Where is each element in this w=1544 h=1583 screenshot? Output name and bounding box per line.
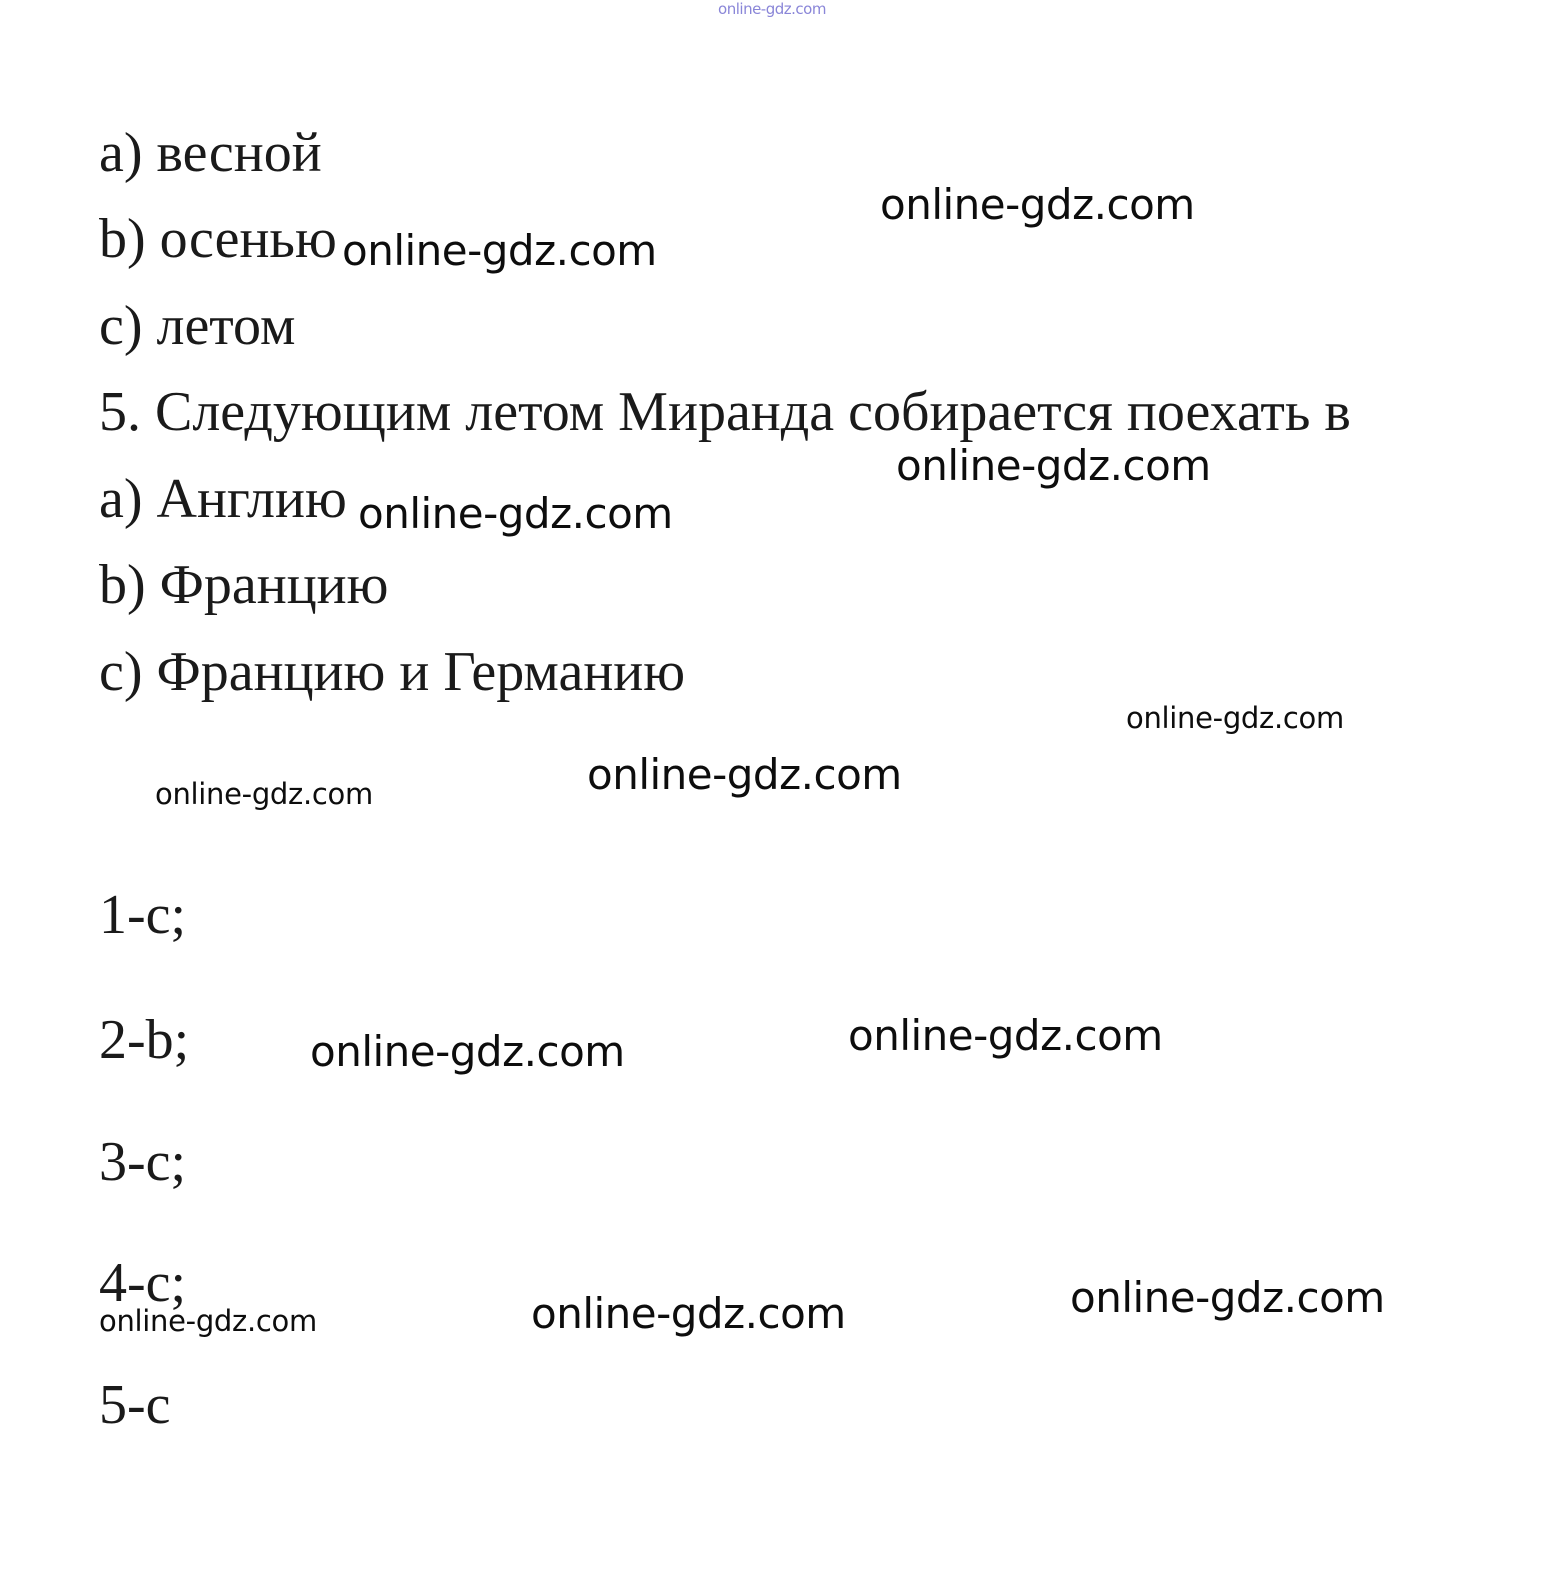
- answer-2: 2-b;: [99, 1009, 190, 1071]
- watermark: online-gdz.com: [155, 777, 373, 811]
- option-a-england: a) Англию: [99, 468, 347, 530]
- watermark: online-gdz.com: [531, 1289, 846, 1338]
- answer-3: 3-c;: [99, 1131, 187, 1193]
- watermark: online-gdz.com: [1070, 1273, 1385, 1322]
- site-watermark-top: online-gdz.com: [718, 0, 826, 18]
- answer-1: 1-c;: [99, 884, 187, 946]
- watermark: online-gdz.com: [358, 489, 673, 538]
- watermark: online-gdz.com: [848, 1011, 1163, 1060]
- watermark: online-gdz.com: [896, 441, 1211, 490]
- option-b-autumn: b) осенью: [99, 208, 337, 270]
- option-b-france: b) Францию: [99, 554, 389, 616]
- option-c-summer: c) летом: [99, 295, 296, 357]
- watermark: online-gdz.com: [1126, 701, 1344, 735]
- option-c-france-germany: c) Францию и Германию: [99, 641, 686, 703]
- answer-5: 5-c: [99, 1374, 171, 1436]
- watermark: online-gdz.com: [310, 1027, 625, 1076]
- watermark: online-gdz.com: [99, 1304, 317, 1338]
- watermark: online-gdz.com: [342, 226, 657, 275]
- question-5: 5. Следующим летом Миранда собирается поехать в: [99, 381, 1351, 443]
- watermark: online-gdz.com: [880, 180, 1195, 229]
- option-a-spring: a) весной: [99, 122, 322, 184]
- watermark: online-gdz.com: [587, 750, 902, 799]
- answer-4: 4-c;: [99, 1252, 187, 1314]
